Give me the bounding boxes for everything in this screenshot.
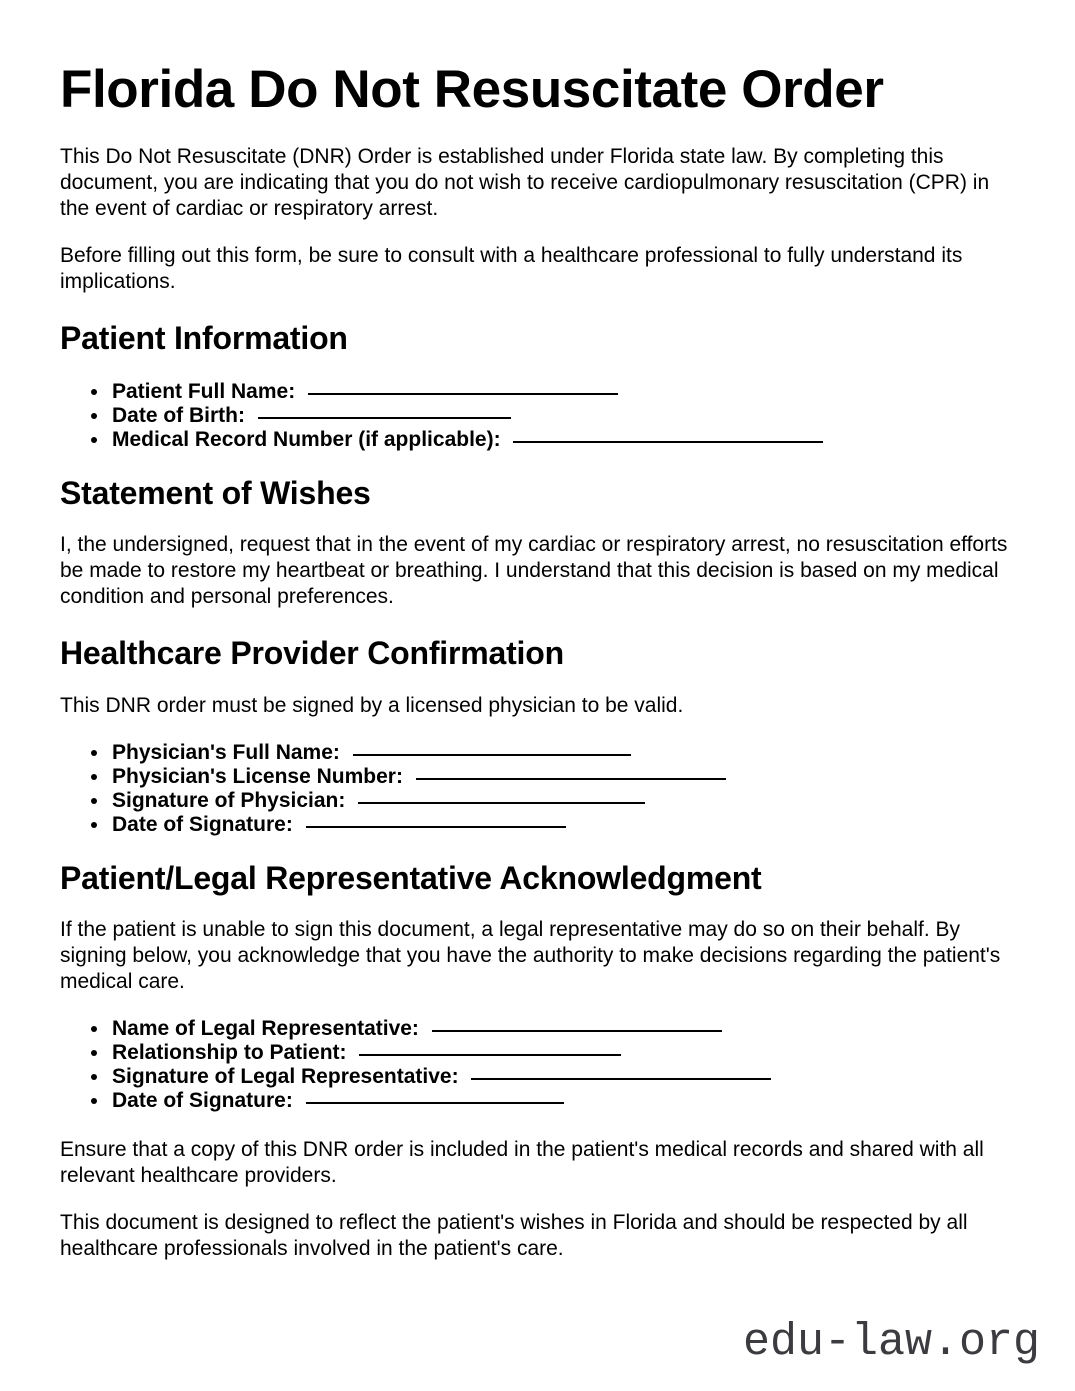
bullet-dot-icon <box>91 1098 97 1104</box>
healthcare-provider-field-list <box>60 741 1013 837</box>
section-heading-patient-legal-representative-acknowledgment: Patient/Legal Representative Acknowledgment <box>60 859 762 896</box>
spacer <box>60 356 1013 380</box>
spacer <box>60 116 1013 144</box>
spacer <box>60 719 1013 741</box>
legal-representative-name-input[interactable] <box>432 1030 722 1032</box>
section-heading-statement-of-wishes: Statement of Wishes <box>60 474 371 511</box>
section-heading-patient-information: Patient Information <box>60 320 348 356</box>
patient-legal-representative-paragraph: If the patient is unable to sign this document, a legal representative may do so on their behalf. By signing below, you acknowledge that you have the authority to make decisions regarding the patient's medical care. <box>60 918 1001 994</box>
field-label: Signature of Physician: <box>112 788 346 812</box>
bullet-dot-icon <box>91 750 97 756</box>
list-item <box>60 1065 1013 1089</box>
list-item <box>60 1017 1013 1041</box>
spacer <box>60 895 1013 917</box>
list-item <box>60 789 1013 813</box>
field-label: Medical Record Number (if applicable): <box>112 427 501 451</box>
field-label: Name of Legal Representative: <box>112 1017 419 1041</box>
physician-license-number-input[interactable] <box>416 778 726 780</box>
closing-paragraph-1: Ensure that a copy of this DNR order is included in the patient's medical records and shared with all relevant healthcare providers. <box>60 1138 984 1188</box>
spacer <box>60 452 1013 476</box>
spacer <box>60 610 1013 636</box>
list-item <box>60 404 1013 428</box>
bullet-dot-icon <box>91 1074 97 1080</box>
bullet-dot-icon <box>91 1026 97 1032</box>
bullet-dot-icon <box>91 389 97 395</box>
field-label: Relationship to Patient: <box>112 1041 347 1065</box>
list-item <box>60 1041 1013 1065</box>
patient-full-name-input[interactable] <box>308 393 618 395</box>
list-item <box>60 741 1013 765</box>
spacer <box>60 1189 1013 1210</box>
relationship-to-patient-input[interactable] <box>359 1054 621 1056</box>
section-heading-healthcare-provider-confirmation: Healthcare Provider Confirmation <box>60 635 564 672</box>
medical-record-number-input[interactable] <box>513 441 823 443</box>
legal-representative-date-of-signature-input[interactable] <box>306 1102 564 1104</box>
bullet-dot-icon <box>91 822 97 828</box>
spacer <box>60 222 1013 243</box>
field-label: Date of Signature: <box>112 1089 293 1113</box>
field-label: Patient Full Name: <box>112 379 296 403</box>
bullet-dot-icon <box>91 1050 97 1056</box>
field-label: Physician's License Number: <box>112 764 403 788</box>
physician-signature-input[interactable] <box>358 802 645 804</box>
list-item <box>60 428 1013 452</box>
list-item <box>60 813 1013 837</box>
field-label: Physician's Full Name: <box>112 740 340 764</box>
list-item <box>60 380 1013 404</box>
spacer <box>60 1113 1013 1137</box>
physician-full-name-input[interactable] <box>353 754 631 756</box>
healthcare-provider-confirmation-paragraph: This DNR order must be signed by a licensed physician to be valid. <box>60 693 684 717</box>
physician-date-of-signature-input[interactable] <box>306 826 566 828</box>
closing-paragraph-2: This document is designed to reflect the patient's wishes in Florida and should be respected by all healthcare professionals involved in the patient's care. <box>60 1211 968 1261</box>
legal-representative-signature-input[interactable] <box>471 1078 771 1080</box>
list-item <box>60 765 1013 789</box>
patient-information-field-list <box>60 380 1013 452</box>
spacer <box>60 671 1013 693</box>
intro-paragraph-2: Before filling out this form, be sure to consult with a healthcare professional to fully understand its implications. <box>60 244 963 293</box>
bullet-dot-icon <box>91 437 97 443</box>
spacer <box>60 510 1013 532</box>
field-label: Signature of Legal Representative: <box>112 1065 459 1089</box>
page-title: Florida Do Not Resuscitate Order <box>60 60 884 119</box>
date-of-birth-input[interactable] <box>258 417 511 419</box>
field-label: Date of Birth: <box>112 403 245 427</box>
list-item <box>60 1089 1013 1113</box>
field-label: Date of Signature: <box>112 812 293 836</box>
bullet-dot-icon <box>91 413 97 419</box>
bullet-dot-icon <box>91 774 97 780</box>
spacer <box>60 837 1013 861</box>
intro-paragraph-1: This Do Not Resuscitate (DNR) Order is established under Florida state law. By completing this document, you are indicating that you do not wish to receive cardiopulmonary resuscitation (CPR) in the event of cardiac or respiratory arrest. <box>60 145 990 220</box>
statement-of-wishes-paragraph: I, the undersigned, request that in the event of my cardiac or respiratory arrest, no resuscitation efforts be made to restore my heartbeat or breathing. I understand that this decision is based on my medical condition and personal preferences. <box>60 533 1008 609</box>
bullet-dot-icon <box>91 798 97 804</box>
site-watermark: edu-law.org <box>742 1317 1040 1368</box>
spacer <box>60 295 1013 321</box>
spacer <box>60 995 1013 1017</box>
legal-representative-field-list <box>60 1017 1013 1113</box>
